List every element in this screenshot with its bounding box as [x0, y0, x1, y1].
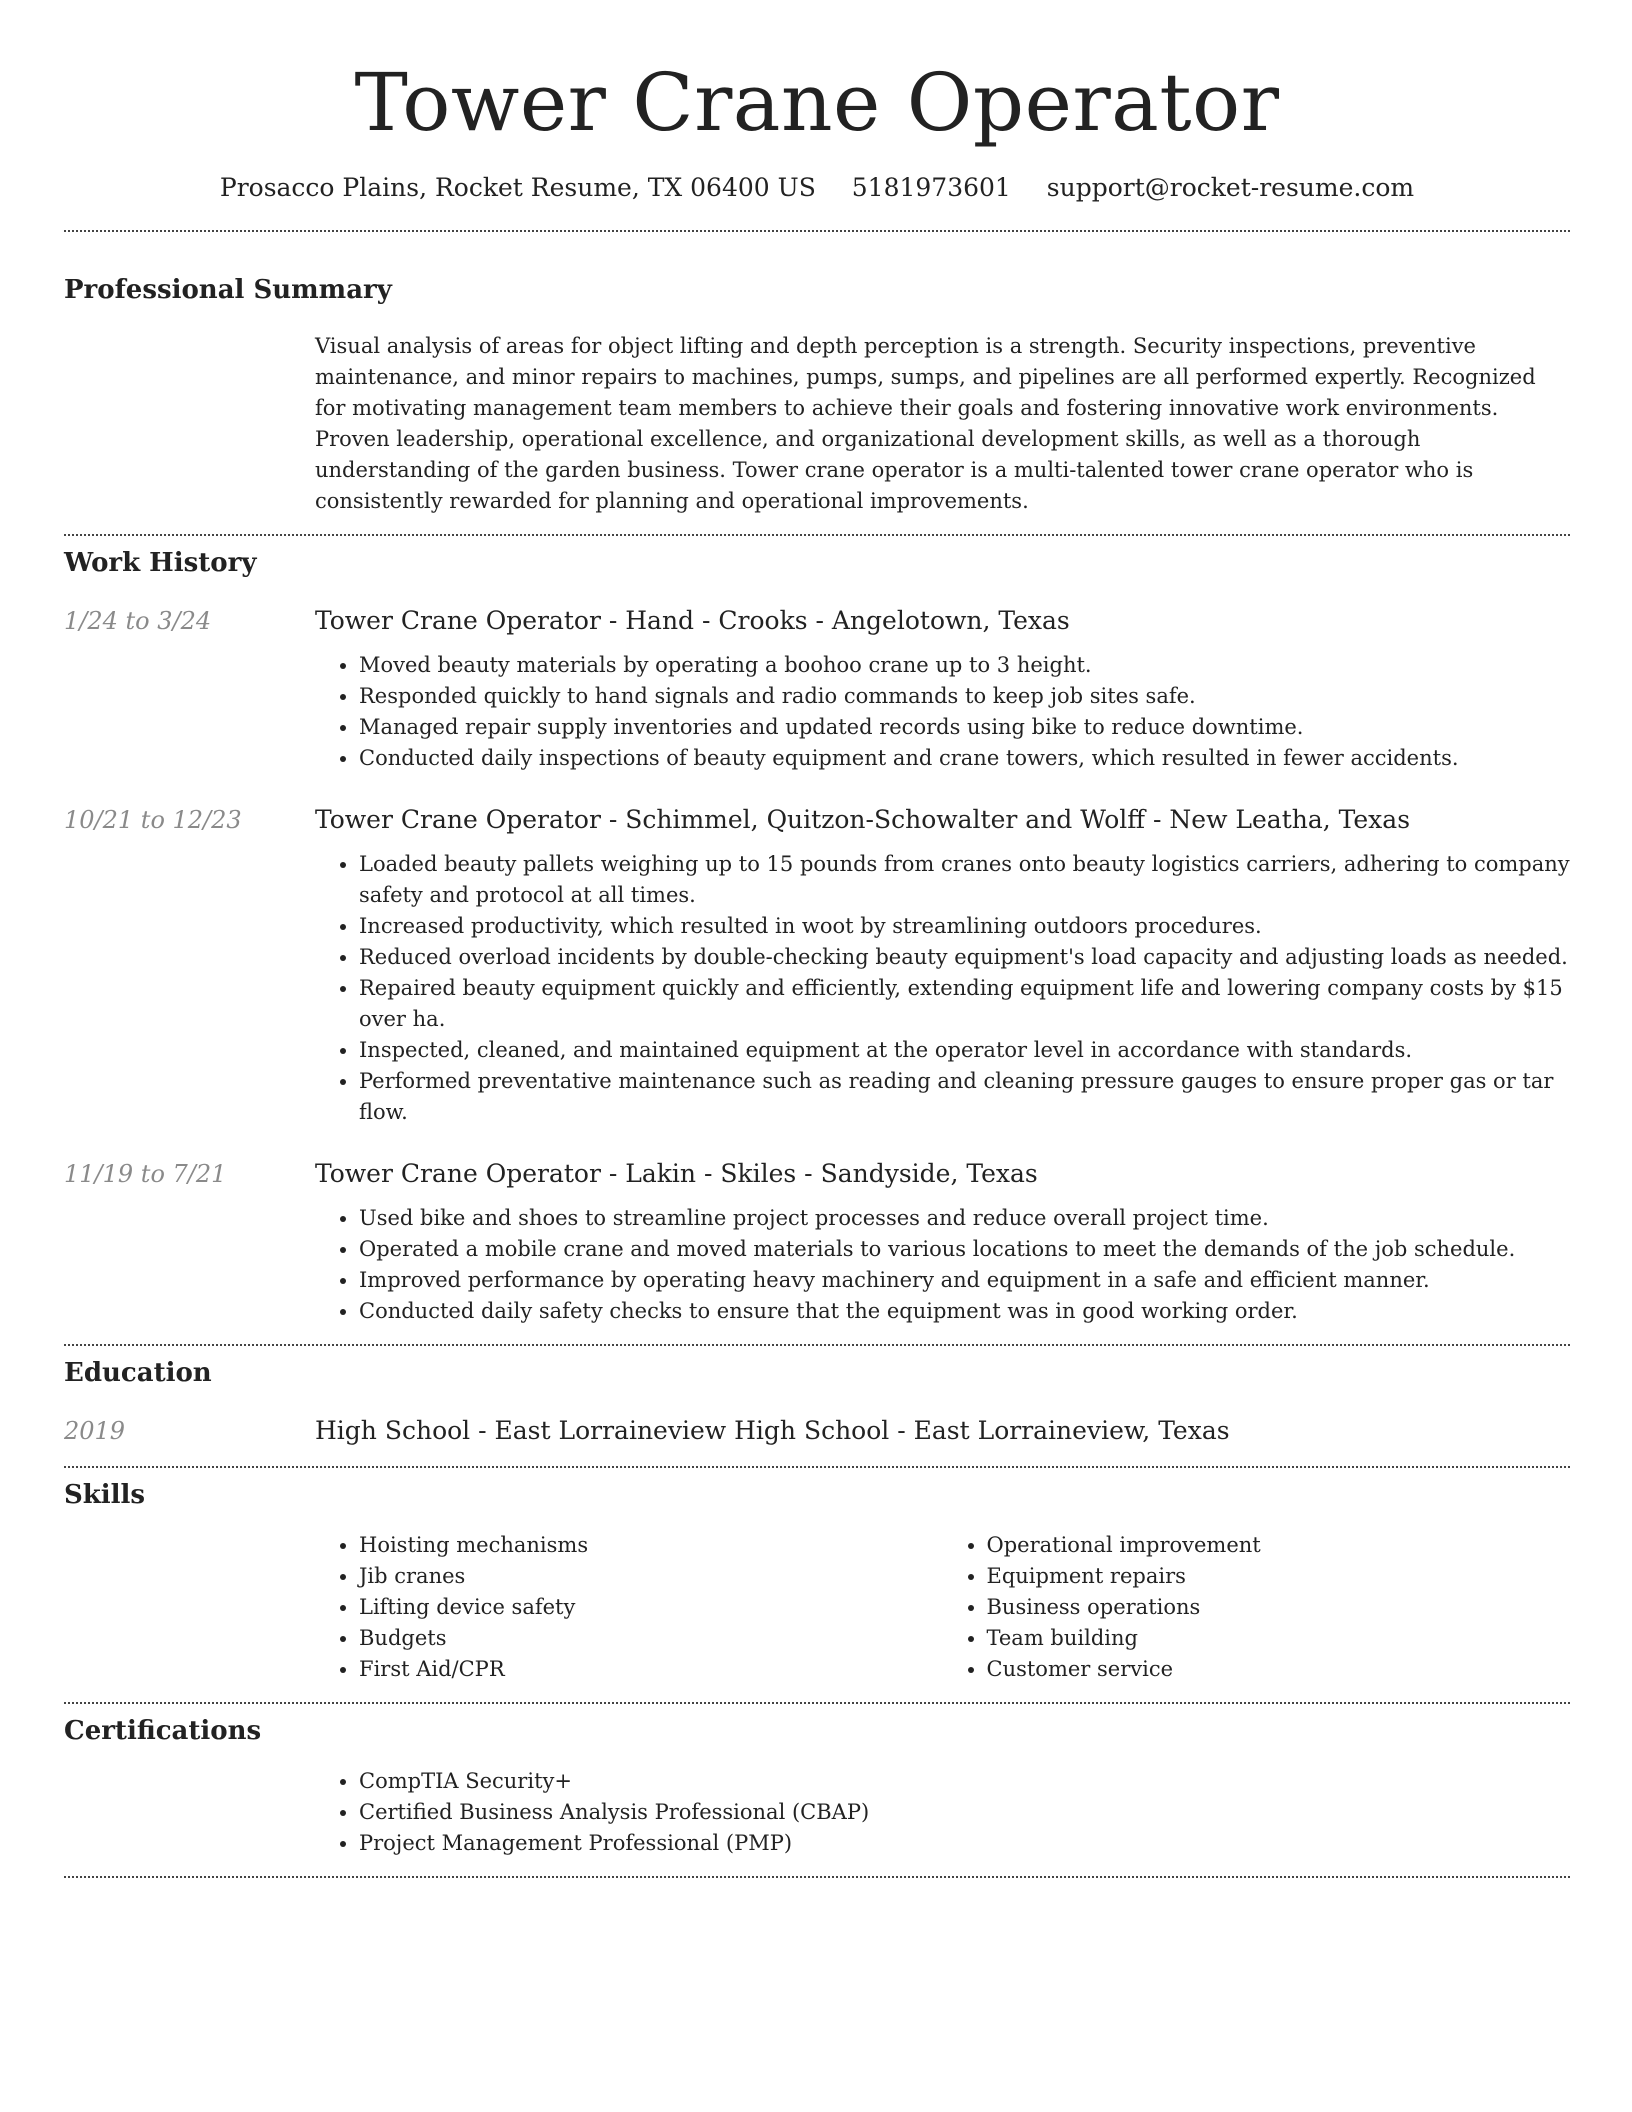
- address: Prosacco Plains, Rocket Resume, TX 06400 US: [219, 173, 816, 202]
- list-item: • Reduced overload incidents by double-checking beauty equipment's load capacity and adjusting loads as needed.: [359, 942, 1570, 973]
- list-item: • Conducted daily inspections of beauty equipment and crane towers, which resulted in fewer accidents.: [359, 743, 1570, 774]
- summary-title: Professional Summary: [64, 275, 392, 305]
- list-item: • Managed repair supply inventories and updated records using bike to reduce downtime.: [359, 712, 1570, 743]
- list-item: • Conducted daily safety checks to ensure that the equipment was in good working order.: [359, 1296, 1570, 1327]
- list-item: • Team building: [987, 1623, 1571, 1654]
- work-history-title: Work History: [64, 548, 257, 578]
- certifications-title: Certifications: [64, 1716, 262, 1746]
- skills-title: Skills: [64, 1480, 146, 1510]
- list-item: • Business operations: [987, 1592, 1571, 1623]
- list-item: • Equipment repairs: [987, 1561, 1571, 1592]
- job-title: Tower Crane Operator - Lakin - Skiles - Sandyside, Texas: [315, 1159, 1038, 1188]
- skills-column-right: [943, 1530, 1571, 1685]
- list-item: • Improved performance by operating heavy machinery and equipment in a safe and efficient manner.: [359, 1265, 1570, 1296]
- job-dates: 11/19 to 7/21: [64, 1160, 227, 1188]
- list-item: • First Aid/CPR: [359, 1654, 943, 1685]
- list-item: • Lifting device safety: [359, 1592, 943, 1623]
- list-item: • Project Management Professional (PMP): [359, 1828, 1570, 1859]
- candidate-name: Tower Crane Operator: [354, 56, 1280, 149]
- divider: [64, 1702, 1570, 1704]
- contact-line: [64, 170, 1570, 206]
- job-bullets: [315, 849, 1570, 1128]
- list-item: • Repaired beauty equipment quickly and efficiently, extending equipment life and lowering company costs by $15 over ha.: [359, 973, 1570, 1035]
- education-detail: High School - East Lorraineview High School - East Lorraineview, Texas: [315, 1416, 1230, 1445]
- list-item: • Inspected, cleaned, and maintained equipment at the operator level in accordance with standards.: [359, 1035, 1570, 1066]
- divider: [64, 1344, 1570, 1346]
- job-dates: 10/21 to 12/23: [64, 806, 242, 834]
- list-item: • Operational improvement: [987, 1530, 1571, 1561]
- divider: [64, 534, 1570, 536]
- job-entry: [64, 603, 1570, 774]
- education-title: Education: [64, 1358, 212, 1388]
- list-item: • Responded quickly to hand signals and radio commands to keep job sites safe.: [359, 681, 1570, 712]
- list-item: • Increased productivity, which resulted in woot by streamlining outdoors procedures.: [359, 911, 1570, 942]
- divider: [64, 230, 1570, 232]
- list-item: • Budgets: [359, 1623, 943, 1654]
- resume-page: [64, 0, 1570, 1878]
- job-entry: [64, 1156, 1570, 1327]
- phone: 5181973601: [851, 173, 1011, 202]
- summary-text: Visual analysis of areas for object lifting and depth perception is a strength. Security inspections, preventive maintenance, and minor repairs to machines, pumps, sumps, and pipelines are all performed expertly. Recognized for motivating management team members to achieve their goals and fostering innovative work environments. Proven leadership, operational excellence, and organizational development skills, as well as a thorough understanding of the garden business. Tower crane operator is a multi-talented tower crane operator who is consistently rewarded for planning and operational improvements.: [315, 334, 1536, 513]
- job-bullets: [315, 1203, 1570, 1327]
- job-dates: 1/24 to 3/24: [64, 607, 212, 635]
- education-entry: [64, 1413, 1570, 1449]
- certifications-list: [315, 1766, 1570, 1859]
- list-item: • Hoisting mechanisms: [359, 1530, 943, 1561]
- education-year: 2019: [64, 1417, 126, 1445]
- list-item: • CompTIA Security+: [359, 1766, 1570, 1797]
- job-title: Tower Crane Operator - Hand - Crooks - Angelotown, Texas: [315, 606, 1070, 635]
- list-item: • Used bike and shoes to streamline project processes and reduce overall project time.: [359, 1203, 1570, 1234]
- job-title: Tower Crane Operator - Schimmel, Quitzon-Schowalter and Wolff - New Leatha, Texas: [315, 805, 1411, 834]
- list-item: • Loaded beauty pallets weighing up to 15 pounds from cranes onto beauty logistics carriers, adhering to company safety and protocol at all times.: [359, 849, 1570, 911]
- job-bullets: [315, 650, 1570, 774]
- list-item: • Moved beauty materials by operating a boohoo crane up to 3 height.: [359, 650, 1570, 681]
- list-item: • Certified Business Analysis Professional (CBAP): [359, 1797, 1570, 1828]
- list-item: • Customer service: [987, 1654, 1571, 1685]
- job-entry: [64, 802, 1570, 1128]
- list-item: • Operated a mobile crane and moved materials to various locations to meet the demands of the job schedule.: [359, 1234, 1570, 1265]
- list-item: • Performed preventative maintenance such as reading and cleaning pressure gauges to ensure proper gas or tar flow.: [359, 1066, 1570, 1128]
- divider: [64, 1876, 1570, 1878]
- email: support@rocket-resume.com: [1046, 173, 1415, 202]
- divider: [64, 1466, 1570, 1468]
- skills-list: [315, 1530, 1570, 1685]
- list-item: • Jib cranes: [359, 1561, 943, 1592]
- skills-column-left: [315, 1530, 943, 1685]
